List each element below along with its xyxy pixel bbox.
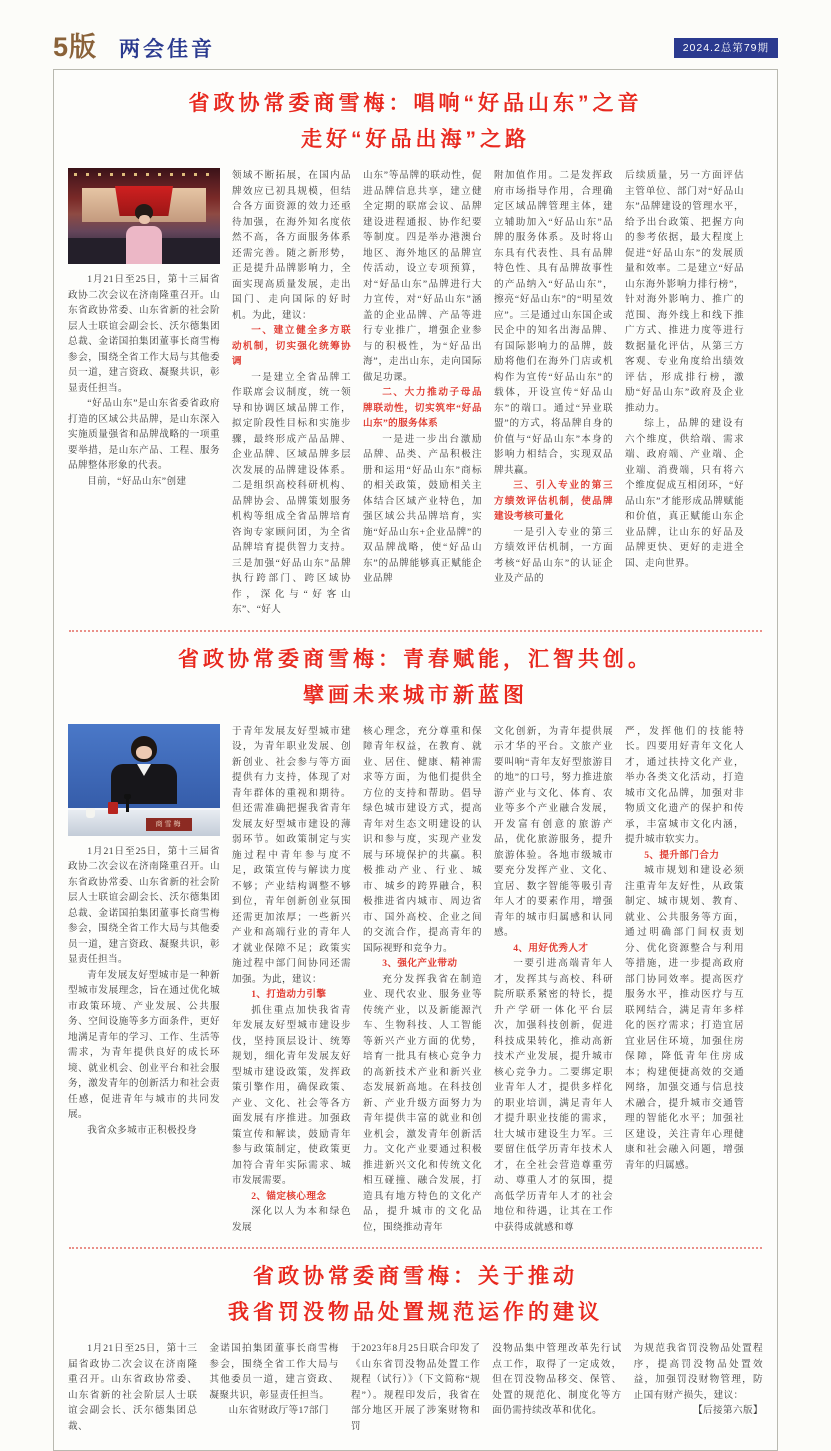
subheading: 一、建立健全多方联动机制，切实强化统筹协调 [232,325,351,367]
article-column [492,1341,621,1419]
paragraph: 综上，品牌的建设有六个维度，供给端、需求端、政府端、产业端、企业端、消费端，只有将六个维度促成互相闭环，“好品山东”才能形成品牌赋能和价值，真正赋能山东企业品牌，让山东的好品及品牌更快、更好的走进全国、走向世界。 [625,418,744,569]
article-column [494,168,613,587]
paragraph: 深化以人为本和绿色发展 [232,1206,351,1233]
paragraph: 一是进一步出台激励品牌、品类、产品积极注册和运用“好品山东”商标的相关政策，鼓励相关主体结合区域产业特色，加强区域公共品牌培育，实施“好品山东+企业品牌”的双品牌战略，使“好品山东”的品牌能够真正赋能企业品牌 [363,433,482,584]
article-good-products-shandong [68,86,763,618]
paragraph: “好品山东”是山东省委省政府打造的区域公共品牌，是山东深入实施质量强省和品牌战略的一项重要举措，是山东产品、工程、服务品牌整体形象的代表。 [68,398,220,471]
paragraph: 于2023年8月25日联合印发了《山东省罚没物品处置工作规程（试行）》（下文简称“规程”）。规程印发后，我省在部分地区开展了涉案财物和罚 [350,1343,481,1432]
article-title [68,642,763,714]
paragraph: 文化创新，为青年提供展示才华的平台。文旅产业要叫响“青年友好型旅游目的地”的口号，努力推进旅游产业与文化、体育、农业等多个产业融合发展，开发富有创意的旅游产品，优化旅游服务，提升旅游体验。各地市级城市要充分发挥产业、文化、宜居、数字智能等吸引青年人才的要素作用，增强青年的城市归属感和认同感。 [494,725,613,938]
article-youth-friendly-city [68,642,763,1236]
newspaper-page [53,0,778,1451]
article-column [351,1341,480,1434]
paragraph: 我省众多城市正积极投身 [87,1124,198,1136]
paragraph: 山东”等品牌的联动性，促进品牌信息共享，建立健全定期的联席会议、品牌建设进程通报、协作纪要等制度。四是举办港澳台地区、海外地区的品牌宣传活动，设立专项预算，对“好品山东”品牌进行大力宣传，对“好品山东”涵盖的企业品牌、产品等进行专业推广，增强企业参与的积极性，为“好品出海”，走出山东，走向国际做足功课。 [363,170,482,383]
article-columns [68,1341,763,1434]
article-column [625,724,744,1174]
column-text [68,272,220,489]
paragraph: 目前，“好品山东”创建 [87,475,187,487]
article-title [68,1259,763,1331]
teacup-graphic [86,808,95,818]
paragraph: 金诺国拍集团董事长商雪梅参会，围绕全省工作大局与其他委员一道，建言资政、凝聚共识，彰显责任担当。 [209,1343,339,1401]
article-column [494,724,613,1236]
article-confiscated-goods-proposal [68,1259,763,1434]
article-title-line: 省政协常委商雪梅：青春赋能，汇智共创。 [178,647,653,671]
paragraph: 没物品集中管理改革先行试点工作，取得了一定成效，但在罚没物品移交、保管、处置的规范化、制度化等方面仍需持续改革和优化。 [492,1343,622,1416]
article-column [68,724,220,1139]
conference-photo [68,168,220,264]
issue-badge: 2024.2总第79期 [674,38,778,58]
paragraph: 核心理念，充分尊重和保障青年权益，在教育、就业、居住、健康、精神需求等方面，为他们提供全方位的支持和帮助。倡导绿色城市建设方式，提高青年对生态文明建设的认识和参与度，实现产业发展与环境保护的共赢。积极推动产业、行业、城市、城乡的跨界融合，积极推进省内城市、周边省市、国外高校、企业之间的交流合作，提高青年的国际视野和竞争力。 [363,725,482,954]
article-column [68,1341,197,1434]
masthead [53,34,778,61]
article-column [232,724,351,1236]
paragraph: 附加值作用。二是发挥政府市场指导作用，合理确定区域品牌管理主体，建立辅助加入“好品山东”品牌的服务体系。及时将山东具有代表性、具有品牌特色性、具有品牌故事性的产品纳入“好品山东”，擦亮“好品山东”的“明星效应”。三是通过山东国企或民企中的知名出海品牌、有国际影响力的品牌，鼓励将他们在海外门店或机构作为宣传“好品山东”的载体，开设宣传“好品山东”的端口。通过“异业联盟”的方式，将品牌自身的价值与“好品山东”本身的影响力相结合，实现双品牌共赢。 [494,170,613,476]
paragraph: 【后接第六版】 [693,1405,764,1416]
article-columns [68,724,763,1236]
paragraph: 严，发挥他们的技能特长。四要用好青年文化人才，通过扶持文化产业，举办各类文化活动，打造城市文化品牌，加强对非物质文化遗产的保护和传承，丰富城市文化内涵，提升城市软实力。 [625,725,744,845]
paragraph: 一是引入专业的第三方绩效评估机制，一方面考核“好品山东”的认证企业及产品的 [494,526,613,584]
delegate-figure-graphic [109,736,179,810]
article-columns [68,168,763,618]
delegate-photo [68,724,220,836]
delegate-figure-graphic [125,204,163,264]
paragraph: 山东省财政厅等17部门 [228,1405,329,1416]
article-title-line: 省政协常委商雪梅：唱响“好品山东”之音 [188,92,643,115]
subheading: 二、大力推动子母品牌联动性，切实筑牢“好品山东”的服务体系 [363,387,482,429]
subheading: 三、引入专业的第三方绩效评估机制，使品牌建设考核可量化 [494,480,613,522]
article-title-line: 我省罚没物品处置规范运作的建议 [228,1301,603,1324]
article-column [363,168,482,587]
paragraph: 领域不断拓展，在国内品牌效应已初具规模，但结合各方面资源的效力还亟待加强，在海外知名度依然不高，各方面服务体系还需完善。随之新形势，正是提升品牌影响力，全面实现高质量发展，走出国门、走向国际的好时机。为此，建议： [232,170,351,321]
dotted-separator [69,1247,762,1249]
article-column [625,168,744,571]
paragraph: 一要引进高端青年人才，发挥其与高校、科研院所联系紧密的特长，提升产学研一体化平台层次，加强科技创新，促进科技成果转化，推动高新技术产业发展，提升城市核心竞争力。二要绑定职业青年人才，提供多样化的职业培训，满足青年人才提升职业技能的需求，壮大城市建设生力军。三要留住低学历青年技术人才，在全社会营造尊重劳动、尊重人才的氛围，提高低学历青年人才的社会地位和待遇，让其在工作中获得成就感和尊 [494,958,613,1233]
section-title: 两会佳音 [119,37,216,61]
nameplate: 商雪梅 [146,818,192,831]
paragraph: 于青年发展友好型城市建设，为青年职业发展、创新创业、社会参与等方面提供有力支持，体现了对青年群体的重视和期待。但还需准确把握我省青年发展友好型城市建设的薄弱环节。如政策制定与实施过程中青年参与度不足，政策宣传与解读力度不够；产业结构调整不够到位，青年创新创业氛围还需更加浓厚；一些新兴产业和高端行业的青年人才就业保障不足；政策实施过程中部门间协同还需加强。为此，建议： [232,725,351,985]
page-sheet [53,69,778,1451]
paragraph: 抓住重点加快我省青年发展友好型城市建设步伐，坚持顶层设计、统筹规划，细化青年发展友好型城市建设政策，发挥政策引擎作用，确保政策、产业、文化、社会等各方面发展有序推进。加强政策宣传和解读，鼓励青年参与政策制定，使政策更加符合青年实际需求、城市发展需要。 [232,1004,351,1186]
paragraph: 为规范我省罚没物品处置程序，提高罚没物品处置效益，加强罚没财物管理，防止国有财产损失，建议： [633,1343,764,1401]
paragraph: 后续质量，另一方面评估主管单位、部门对“好品山东”品牌建设的管理水平，给予出台政策、把握方向的参考依据，最大程度上促进“好品山东”的发展质量和效率。二是建立“好品山东海外影响力排行榜”，针对海外影响力、推广的范围、海外线上和线下推广方式、推进力度等进行数据量化评估，从第三方客观、专业角度给出绩效评估，形成排行榜，激励“好品山东”政府及企业推动力。 [625,170,744,414]
article-title-line: 省政协常委商雪梅：关于推动 [253,1265,578,1288]
article-column [363,724,482,1236]
page-number-label: 5版 [53,32,98,62]
subheading: 5、提升部门合力 [644,849,720,861]
article-column [68,168,220,489]
article-title-line: 擘画未来城市新蓝图 [303,683,528,707]
article-column [634,1341,763,1419]
microphone-graphic [126,798,129,812]
paragraph: 1月21日至25日，第十三届省政协二次会议在济南隆重召开。山东省政协常委、山东省新的社会阶层人士联谊会副会长、沃尔德集团总裁、 [68,1343,198,1432]
subheading: 1、打造动力引擎 [251,989,327,1000]
article-column [209,1341,338,1419]
paragraph: 城市规划和建设必须注重青年友好性，从政策制定、城市规划、教育、就业、公共服务等方面，通过明确部门间权责划分、优化资源整合与利用等措施，进一步提高政府部门协同效率。提高医疗服务水平，推动医疗与互联网结合，满足青年多样化的医疗需求；打造宜居宜业居住环境，加强住房保障，降低青年住房成本；构建便捷高效的交通网络，加强交通与信息技术融合，提升城市交通管理的智能化水平；加强社区建设，关注青年心理健康和社会融入问题，增强青年的归属感。 [625,865,744,1171]
subheading: 3、强化产业带动 [382,958,458,969]
article-title-line: 走好“好品出海”之路 [301,128,530,151]
article-column [232,168,351,618]
paragraph: 充分发挥我省在制造业、现代农业、服务业等传统产业，以及新能源汽车、生物科技、人工智能等新兴产业方面的优势，培育一批具有核心竞争力的高新技术产业和新兴业态发展新高地。在科技创新、产业升级方面努力为青年提供丰富的就业和创业机会，激发青年创新活力。文化产业要通过积极推进新兴文化和传统文化相互碰撞、融合发展，打造具有地方特色的文化产品，提升城市的文化品位，围绕推动青年 [363,973,482,1233]
paragraph: 1月21日至25日，第十三届省政协二次会议在济南隆重召开。山东省政协常委、山东省新的社会阶层人士联谊会副会长、沃尔德集团总裁、金诺国拍集团董事长商雪梅参会，围绕全省工作大局与其他委员一道，建言资政、凝聚共识，彰显责任担当。 [68,274,220,394]
subheading: 2、锚定核心理念 [251,1190,327,1202]
flag-graphic [108,802,118,814]
dotted-separator [69,630,762,632]
ceiling-lights-graphic [74,173,214,176]
column-text [68,844,220,1139]
paragraph: 青年发展友好型城市是一种新型城市发展理念，旨在通过优化城市政策环境、产业发展、公共服务、空间设施等多方面条件，更好地满足青年的学习、工作、生活等需求，为青年提供良好的成长环境、就业机会、创业平台和社会服务，激发青年的创新活力和社会责任感，促进青年与城市的共同发展。 [68,969,220,1120]
article-title [68,86,763,158]
subheading: 4、用好优秀人才 [513,942,589,954]
paragraph: 一是建立全省品牌工作联席会议制度，统一领导和协调区域品牌工作，拟定阶段性目标和实施步骤，最终形成产品品牌、企业品牌、区域品牌多层次发展的品牌建设体系。二是组织高校科研机构、品牌协会、品牌策划服务机构等组成全省品牌培育咨询专家顾问团，为全省品牌培育提供智力支持。三是加强“好品山东”品牌执行跨部门、跨区域协作，深化与“好客山东”、“好人 [232,371,351,615]
paragraph: 1月21日至25日，第十三届省政协二次会议在济南隆重召开。山东省政协常委、山东省新的社会阶层人士联谊会副会长、沃尔德集团总裁、金诺国拍集团董事长商雪梅参会，围绕全省工作大局与其他委员一道，建言资政、凝聚共识，彰显责任担当。 [68,845,220,965]
